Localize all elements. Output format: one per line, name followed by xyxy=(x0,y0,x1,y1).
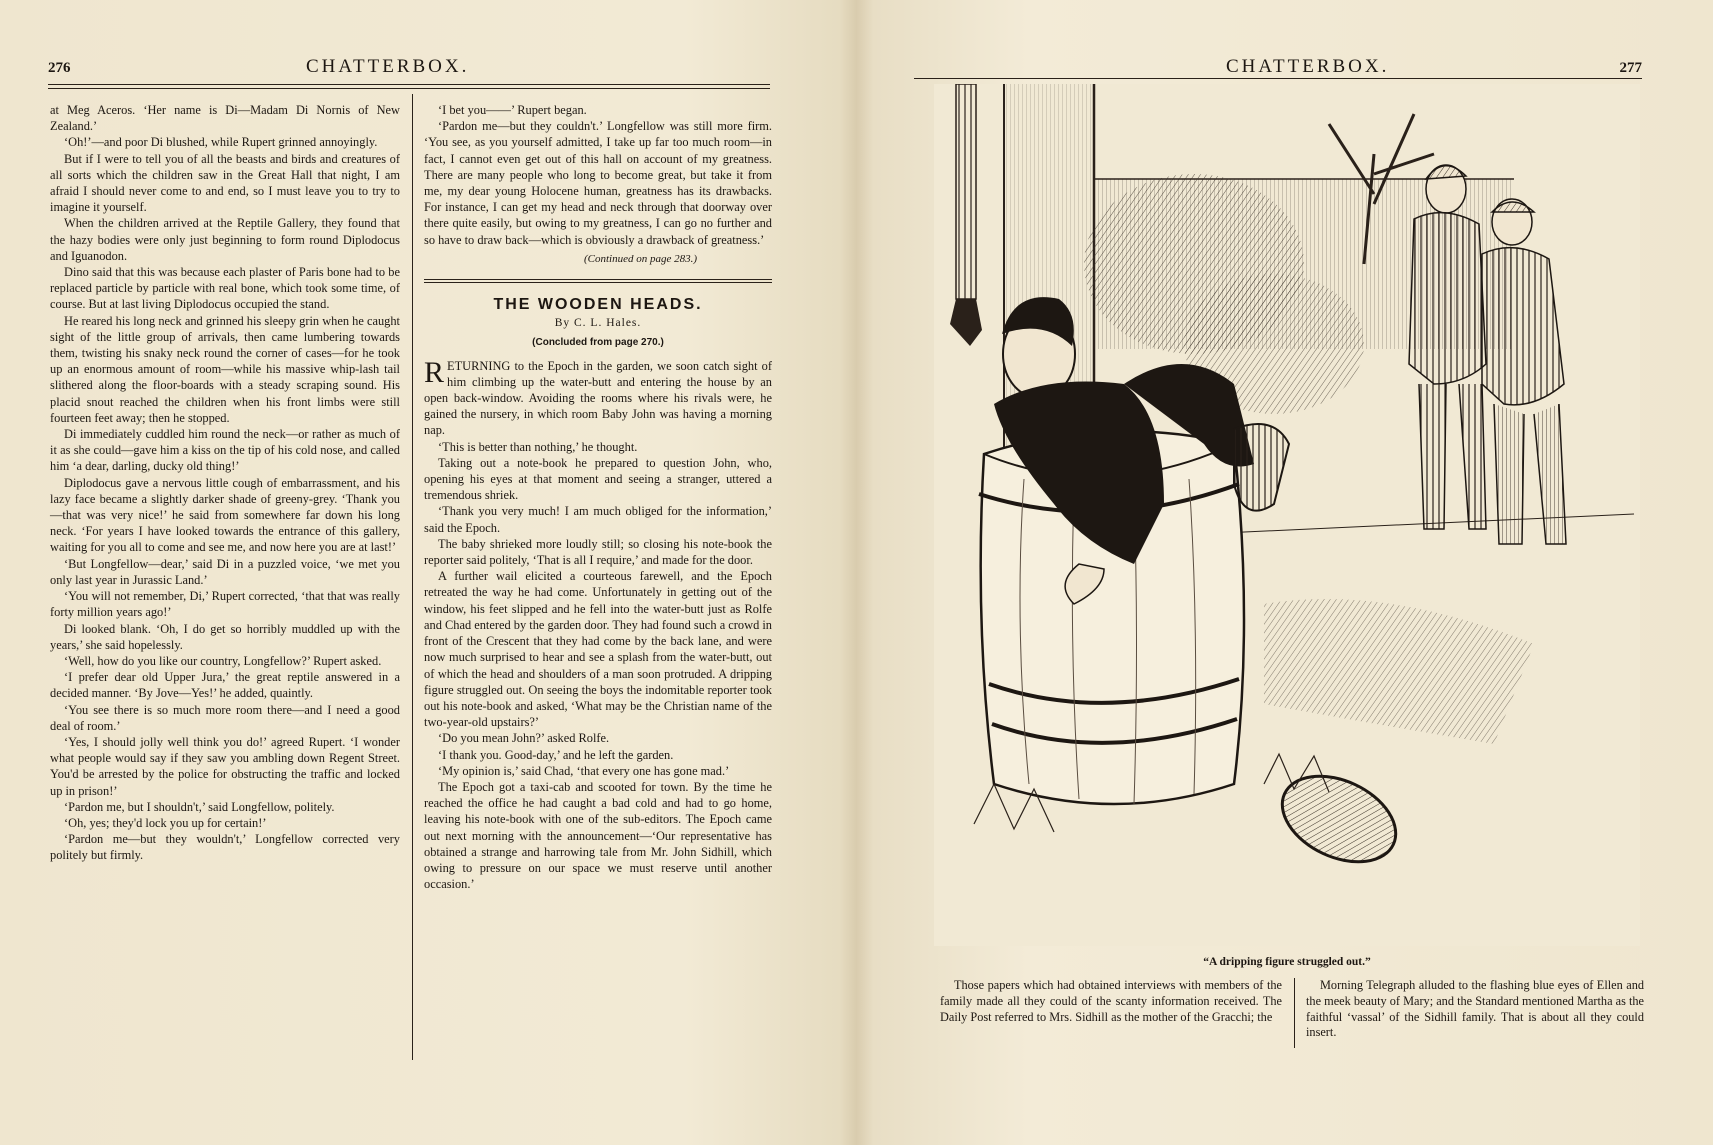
paragraph: ‘Oh!’—and poor Di blushed, while Rupert grinned annoyingly. xyxy=(64,135,378,150)
paragraph: ‘Pardon me—but they couldn't.’ Longfellow was still more firm. ‘You see, as you yourself admitted, I take up far too much room—in fact, I cannot even get out of this hall on account of my greatness. There are many people who long to become great, but take it from me, my dear young Holocene human, greatness has its drawbacks. For instance, I can get my head and neck through that doorway over there quite easily, but owing to my greatness, I can go no further and so have to draw back—which is obviously a drawback of greatness.’ xyxy=(424,119,772,247)
story-paragraph xyxy=(424,355,772,439)
right-page xyxy=(858,0,1713,1145)
story-paragraph: The Epoch got a taxi-cab and scooted for town. By the time he reached the office he had caught a bad cold and had to go home, leaving his note-book with one of the sub-editors. The Epoch came out next morning with the announcement—‘Our representative has obtained a strange and harrowing tale from Mr. John Sidhill, which owing to pressure on our space we must reserve until another occasion.’ xyxy=(424,779,772,892)
bottom-left-text: Those papers which had obtained interviews with members of the family made all they could of the scanty information received. The Daily Post referred to Mrs. Sidhill as the mother of the Gracchi; the xyxy=(940,978,1282,1024)
paragraph: ‘You see there is so much more room there—and I need a good deal of room.’ xyxy=(50,702,400,733)
paragraph: ‘You will not remember, Di,’ Rupert corrected, ‘that that was really forty million years ago!’ xyxy=(50,589,400,620)
drop-cap: R xyxy=(424,355,445,389)
barrel-illustration xyxy=(934,84,1640,946)
paragraph: Di immediately cuddled him round the neck—or rather as much of it as she could—gave him a kiss on the tip of his cold nose, and called him ‘a dear, darling, ducky old thing!’ xyxy=(50,427,400,474)
illustration-caption: “A dripping figure struggled out.” xyxy=(1203,956,1371,968)
bottom-column-left xyxy=(940,978,1282,1025)
paragraph: ‘I prefer dear old Upper Jura,’ the great reptile answered in a decided manner. ‘By Jove—Yes!’ he added, quaintly. xyxy=(50,670,400,701)
story-paragraph: ‘My opinion is,’ said Chad, ‘that every one has gone mad.’ xyxy=(438,763,730,778)
bottom-column-right xyxy=(1306,978,1644,1041)
left-page xyxy=(0,0,850,1145)
paragraph: Di looked blank. ‘Oh, I do get so horribly muddled up with the years,’ she said hopelessly. xyxy=(50,621,400,652)
paragraph: When the children arrived at the Reptile Gallery, they found that the hazy bodies were only just beginning to form round Diplodocus and Iguanodon. xyxy=(50,216,400,263)
paragraph: Diplodocus gave a nervous little cough of embarrassment, and his lazy face became a slightly darker shade of greeny-grey. ‘Thank you—that was very nice!’ he said from somewhere far down his long neck. ‘For years I have looked towards the entrance of this gallery, waiting for you all to come and see me, and now here you are at last!’ xyxy=(50,475,400,555)
paragraph: But if I were to tell you of all the beasts and birds and creatures of all sorts which the children saw in the Great Hall that night, I am afraid I should never come to and end, so I must leave you to try to imagine it yourself. xyxy=(50,151,400,215)
paragraph: at Meg Aceros. ‘Her name is Di—Madam Di Nornis of New Zealand.’ xyxy=(50,103,400,134)
paragraph: ‘Well, how do you like our country, Longfellow?’ Rupert asked. xyxy=(64,653,382,668)
paragraph: ‘Pardon me—but they wouldn't,’ Longfellow corrected very politely but firmly. xyxy=(50,832,400,863)
bottom-column-divider xyxy=(1294,978,1295,1048)
paragraph: ‘Pardon me, but I shouldn't,’ said Longfellow, politely. xyxy=(64,799,335,814)
concluded-note: (Concluded from page 270.) xyxy=(532,337,664,349)
paragraph: ‘I bet you——’ Rupert began. xyxy=(438,103,587,117)
story-byline: By C. L. Hales. xyxy=(554,317,642,330)
story-paragraph: The baby shrieked more loudly still; so closing his note-book the reporter said politely, ‘That is all I require,’ and made for the door. xyxy=(424,536,772,568)
story-paragraph: ‘Do you mean John?’ asked Rolfe. xyxy=(438,731,610,746)
header-rule-left-thin xyxy=(48,88,770,89)
story-paragraph-text: ETURNING to the Epoch in the garden, we soon catch sight of him climbing up the water-butt and entering the house by an open back-window. Avoiding the rooms where his rivals were, he gained the nursery, in which room Baby John was having a morning nap. xyxy=(424,358,772,438)
story-paragraph: ‘This is better than nothing,’ he thought. xyxy=(438,439,638,454)
header-rule-right xyxy=(914,78,1642,79)
paragraph: ‘Yes, I should jolly well think you do!’ agreed Rupert. ‘I wonder what people would say if they saw you ambling down Regent Street. You'd be arrested by the police for obstructing the traffic and locked up in prison!’ xyxy=(50,734,400,798)
story-paragraph: ‘Thank you very much! I am much obliged for the information,’ said the Epoch. xyxy=(424,504,772,535)
header-rule-left xyxy=(48,84,770,85)
illustration-drawing xyxy=(934,84,1640,946)
bottom-right-text: Morning Telegraph alluded to the flashing blue eyes of Ellen and the meek beauty of Mary; and the Standard mentioned Martha as the faithful ‘vassal’ of the Sidhill family. That is about all they could insert. xyxy=(1306,978,1644,1040)
story-title: THE WOODEN HEADS. xyxy=(493,296,703,314)
page-number-right: 277 xyxy=(1619,60,1642,76)
masthead-right: CHATTERBOX. xyxy=(1226,56,1390,77)
text-column-1 xyxy=(50,102,400,864)
story-paragraph: Taking out a note-book he prepared to question John, who, opening his eyes at that moment and seeing a stranger, uttered a tremendous shriek. xyxy=(424,455,772,503)
page-number-left: 276 xyxy=(48,60,71,76)
paragraph: He reared his long neck and grinned his sleepy grin when he caught sight of the little group of arrivals, then came lumbering towards them, twisting his snaky neck round the corner of cases—for he took up an enormous amount of room—while his massive whip-lash tail slithered along the floor-boards with a steady scraping sound. His placid snout reached the children when his front limbs were still fourteen feet away; then he stopped. xyxy=(50,313,400,425)
left-header xyxy=(48,52,770,82)
paragraph: Dino said that this was because each plaster of Paris bone had to be replaced particle by particle with real bone, which took some time, of course. But at last living Diplodocus occupied the stand. xyxy=(50,265,400,312)
paragraph: ‘Oh, yes; they'd lock you up for certain!’ xyxy=(64,815,267,830)
text-column-2 xyxy=(424,102,772,892)
masthead-left: CHATTERBOX. xyxy=(306,56,470,77)
story-paragraph: A further wail elicited a courteous farewell, and the Epoch retreated the way he had come. Unfortunately in getting out of the window, his feet slipped and he fell into the water-butt just as Rolfe and Chad entered by the garden door. They had found such a crowd in front of the Crescent that they had come by the back lane, and were now much surprised to hear and see a splash from the water-butt, out of which the head and shoulders of a man soon protruded. A dripping figure struggled out. On seeing the boys the indomitable reporter took out his note-book and asked, ‘What may be the Christian name of the two-year-old upstairs?’ xyxy=(424,569,772,730)
column-divider xyxy=(412,94,413,1060)
paragraph: ‘But Longfellow—dear,’ said Di in a puzzled voice, ‘we met you only last year in Jurassic Land.’ xyxy=(50,556,400,587)
story-paragraph: ‘I thank you. Good-day,’ and he left the garden. xyxy=(438,747,674,762)
continued-note: (Continued on page 283.) xyxy=(583,252,697,265)
